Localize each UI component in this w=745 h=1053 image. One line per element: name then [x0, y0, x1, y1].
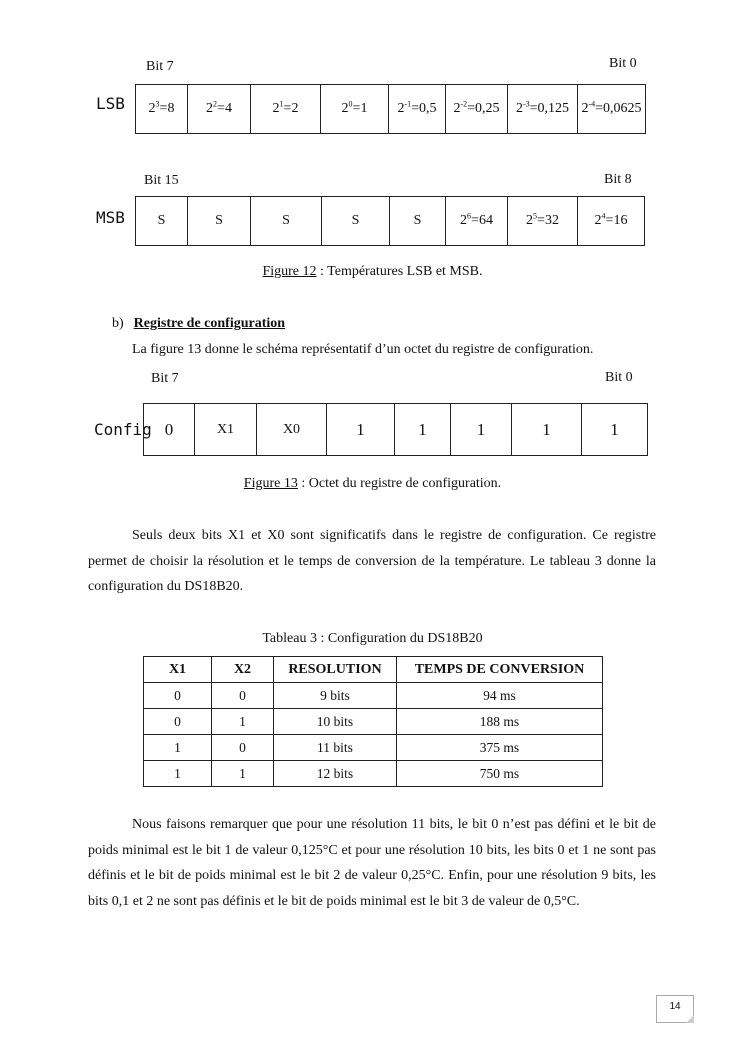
msb-cell-base: 2 [594, 213, 602, 228]
table-cell: 9 bits [274, 683, 397, 709]
table-header-cell: X2 [212, 657, 274, 683]
section-title: Registre de configuration [133, 316, 286, 331]
config-label: Config [94, 420, 152, 439]
lsb-cell [389, 85, 446, 134]
lsb-cell-base: 2 [453, 101, 461, 116]
lsb-cell-value: =1 [352, 101, 368, 116]
msb-cell [251, 197, 322, 246]
msb-cell-exponent: 6 [467, 211, 472, 221]
config-cell: 1 [327, 404, 395, 456]
config-cell: 1 [451, 404, 512, 456]
msb-cell [578, 197, 645, 246]
lsb-cell [188, 85, 251, 134]
msb-cell-base: S [413, 213, 422, 228]
lsb-cell-exponent: 0 [348, 99, 353, 109]
lsb-cell-exponent: 1 [279, 99, 284, 109]
lsb-label: LSB [96, 94, 125, 113]
msb-cell-base: S [351, 213, 360, 228]
figure-13-ref: Figure 13 [243, 476, 298, 491]
figure-13-caption [0, 476, 745, 492]
msb-cell-base: S [282, 213, 290, 228]
msb-cell-value: =64 [471, 213, 493, 228]
section-heading [112, 316, 285, 332]
paragraph-1: Seuls deux bits X1 et X0 sont significatifs dans le registre de configuration. Ce registre permet de choisir la résolution et le temps de conversion de la température. Le tableau 3 donne la configuration du DS18B20. [88, 528, 656, 594]
msb-cell [136, 197, 188, 246]
msb-cell [188, 197, 251, 246]
lsb-register [135, 84, 646, 134]
msb-cell-exponent: 5 [533, 211, 538, 221]
lsb-cell [508, 85, 578, 134]
lsb-cell [446, 85, 508, 134]
msb-bit15-label: Bit 15 [144, 173, 179, 188]
msb-cell-exponent: 4 [601, 211, 606, 221]
config-cell: 1 [395, 404, 451, 456]
msb-bit8-label: Bit 8 [604, 172, 632, 187]
lsb-cell-base: 2 [397, 101, 405, 116]
lsb-cell-value: =2 [283, 101, 299, 116]
msb-cell-base: S [215, 213, 223, 228]
table-cell: 0 [212, 735, 274, 761]
intro-text: La figure 13 donne le schéma représentatif d’un octet du registre de configuration. [132, 342, 594, 357]
section-marker: b) [112, 316, 124, 331]
table-cell: 1 [212, 709, 274, 735]
config-cell: 0 [144, 404, 195, 456]
table-cell: 1 [212, 761, 274, 787]
table-cell: 0 [144, 709, 212, 735]
msb-register [135, 196, 645, 246]
table-header-cell: X1 [144, 657, 212, 683]
page-number: 14 [656, 995, 694, 1023]
lsb-cell [578, 85, 646, 134]
table-cell: 12 bits [274, 761, 397, 787]
msb-cell-value: =16 [605, 213, 628, 228]
table-row [144, 735, 603, 761]
lsb-cell-exponent: -2 [460, 99, 468, 109]
msb-cell [322, 197, 390, 246]
figure-12-ref: Figure 12 [262, 264, 317, 279]
config-cell: X0 [257, 404, 327, 456]
lsb-cell-value: =0,5 [411, 101, 437, 116]
lsb-cell-exponent: 3 [155, 99, 160, 109]
table-cell: 750 ms [397, 761, 603, 787]
lsb-cell-value: =0,25 [467, 101, 500, 116]
lsb-cell-exponent: -3 [522, 99, 530, 109]
lsb-cell-value: =0,0625 [595, 101, 642, 116]
table-cell: 94 ms [397, 683, 603, 709]
lsb-bit0-label: Bit 0 [609, 56, 637, 71]
msb-label: MSB [96, 208, 125, 227]
table-header-cell: TEMPS DE CONVERSION [397, 657, 603, 683]
lsb-cell-value: =4 [217, 101, 232, 116]
config-cell: 1 [512, 404, 582, 456]
figure-12-text: : Températures LSB et MSB. [316, 264, 483, 279]
figure-13-text: : Octet du registre de configuration. [297, 476, 502, 491]
lsb-cell-value: =0,125 [529, 101, 570, 116]
config-bit0-label: Bit 0 [605, 370, 633, 385]
table-cell: 11 bits [274, 735, 397, 761]
paragraph-2: Nous faisons remarquer que pour une résolution 11 bits, le bit 0 n’est pas défini et le bit de poids minimal est le bit 1 de valeur 0,125°C et pour une résolution 10 bits, les bits 0 et 1 ne sont pas définis et le bit de poids minimal est le bit 2 de valeur 0,25°C. Enfin, pour une résolution 9 bits, les bits 0,1 et 2 ne sont pas définis et le bit de poids minimal est le bit 3 de valeur de 0,5°C. [88, 817, 656, 909]
lsb-cell-base: 2 [341, 101, 349, 116]
table-cell: 0 [144, 683, 212, 709]
msb-cell-base: 2 [460, 213, 468, 228]
msb-cell [446, 197, 508, 246]
lsb-bit7-label: Bit 7 [146, 59, 174, 74]
lsb-cell-base: 2 [148, 101, 156, 116]
config-bit7-label: Bit 7 [151, 371, 179, 386]
lsb-cell-base: 2 [206, 101, 214, 116]
lsb-cell-exponent: -4 [588, 99, 596, 109]
config-register [143, 403, 648, 456]
lsb-cell [321, 85, 389, 134]
table-row [144, 709, 603, 735]
table-cell: 1 [144, 761, 212, 787]
table-cell: 1 [144, 735, 212, 761]
config-cell: X1 [195, 404, 257, 456]
table-cell: 375 ms [397, 735, 603, 761]
table-cell: 10 bits [274, 709, 397, 735]
msb-cell [508, 197, 578, 246]
lsb-cell-base: 2 [581, 101, 589, 116]
table-cell: 188 ms [397, 709, 603, 735]
lsb-cell-base: 2 [515, 101, 523, 116]
msb-cell-value: =32 [537, 213, 559, 228]
configuration-table [143, 656, 603, 787]
lsb-cell [136, 85, 188, 134]
lsb-cell-exponent: 2 [213, 99, 218, 109]
lsb-cell-base: 2 [272, 101, 280, 116]
table-3-caption: Tableau 3 : Configuration du DS18B20 [262, 631, 483, 646]
figure-12-caption [0, 264, 745, 280]
lsb-cell-value: =8 [159, 101, 175, 116]
lsb-cell [251, 85, 321, 134]
config-cell: 1 [582, 404, 648, 456]
lsb-cell-exponent: -1 [404, 99, 412, 109]
table-row [144, 683, 603, 709]
table-row [144, 761, 603, 787]
msb-cell-base: 2 [526, 213, 534, 228]
table-cell: 0 [212, 683, 274, 709]
table-header-cell: RESOLUTION [274, 657, 397, 683]
msb-cell-base: S [157, 213, 166, 228]
msb-cell [390, 197, 446, 246]
